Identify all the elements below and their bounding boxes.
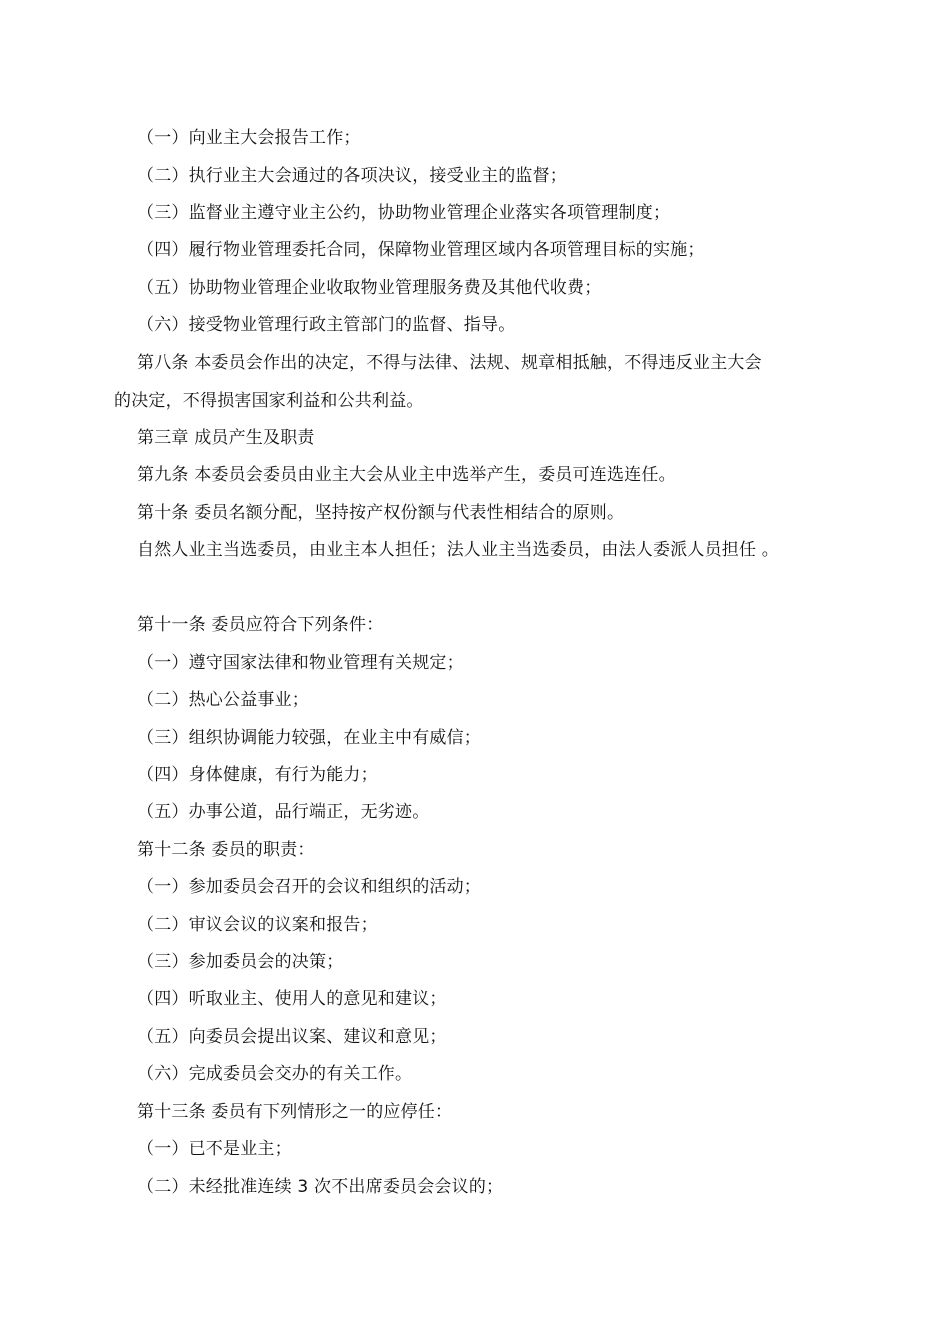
text-line: （三）监督业主遵守业主公约，协助物业管理企业落实各项管理制度； — [137, 203, 671, 223]
text-line: （五）向委员会提出议案、建议和意见； — [137, 1027, 447, 1047]
text-line: （二）执行业主大会通过的各项决议，接受业主的监督； — [137, 166, 567, 186]
text-line: 的决定，不得损害国家利益和公共利益。 — [114, 391, 424, 411]
text-line: （二）审议会议的议案和报告； — [137, 915, 378, 935]
article-line: 第十一条 委员应符合下列条件： — [137, 615, 384, 635]
text-line: （一）已不是业主； — [137, 1139, 292, 1159]
text-line: （四）履行物业管理委托合同，保障物业管理区域内各项管理目标的实施； — [137, 240, 705, 260]
text-line: （一）向业主大会报告工作； — [137, 128, 361, 148]
text-line: （六）接受物业管理行政主管部门的监督、指导。 — [137, 315, 516, 335]
article-line: 第十条 委员名额分配，坚持按产权份额与代表性相结合的原则。 — [137, 503, 625, 523]
chapter-heading: 第三章 成员产生及职责 — [137, 428, 315, 448]
text-line: （六）完成委员会交办的有关工作。 — [137, 1064, 413, 1084]
text-line: （四）听取业主、使用人的意见和建议； — [137, 989, 447, 1009]
text-line: （一）参加委员会召开的会议和组织的活动； — [137, 877, 481, 897]
text-line: （二）未经批准连续 3 次不出席委员会会议的； — [137, 1177, 504, 1197]
article-line: 第九条 本委员会委员由业主大会从业主中选举产生，委员可连选连任。 — [137, 465, 676, 485]
text-line: （三）组织协调能力较强，在业主中有威信； — [137, 728, 481, 748]
text-line: 自然人业主当选委员，由业主本人担任；法人业主当选委员，由法人委派人员担任 。 — [137, 540, 780, 560]
text-line: （五）协助物业管理企业收取物业管理服务费及其他代收费； — [137, 278, 602, 298]
article-line: 第十二条 委员的职责： — [137, 840, 315, 860]
text-line: （五）办事公道，品行端正，无劣迹。 — [137, 802, 430, 822]
text-line: （一）遵守国家法律和物业管理有关规定； — [137, 653, 464, 673]
text-line: （四）身体健康，有行为能力； — [137, 765, 378, 785]
article-line: 第十三条 委员有下列情形之一的应停任： — [137, 1102, 453, 1122]
article-line: 第八条 本委员会作出的决定，不得与法律、法规、规章相抵触，不得违反业主大会 — [137, 353, 762, 373]
text-line: （三）参加委员会的决策； — [137, 952, 344, 972]
text-line: （二）热心公益事业； — [137, 690, 309, 710]
